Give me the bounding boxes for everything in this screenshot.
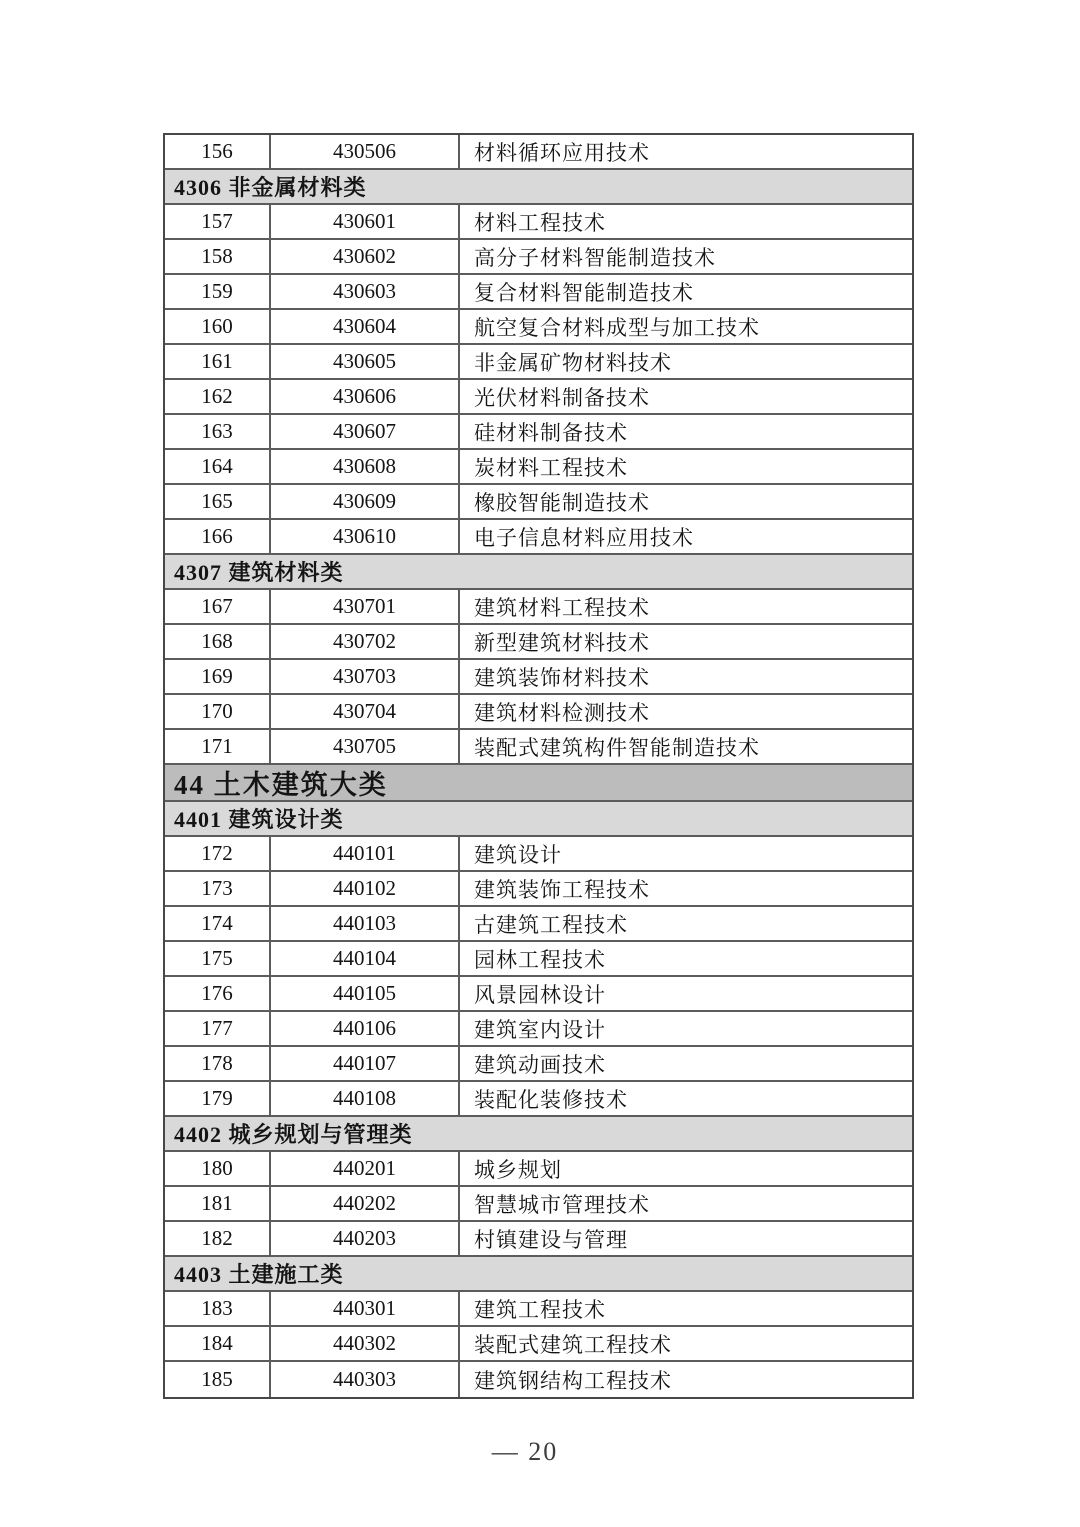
major-name-cell: 航空复合材料成型与加工技术 — [474, 315, 760, 340]
category-header-row — [165, 555, 912, 590]
major-name-cell: 材料工程技术 — [474, 210, 606, 235]
table-row — [165, 1047, 912, 1082]
major-name-cell: 智慧城市管理技术 — [474, 1192, 650, 1217]
major-name-cell: 村镇建设与管理 — [474, 1227, 628, 1252]
table-row — [165, 240, 912, 275]
major-code-cell: 430506 — [271, 135, 460, 168]
table-row — [165, 660, 912, 695]
category-header-row — [165, 802, 912, 837]
major-code-cell: 430705 — [271, 730, 460, 763]
row-index-cell: 160 — [165, 310, 271, 343]
row-index-cell: 182 — [165, 1222, 271, 1255]
category-header-label: 4402 城乡规划与管理类 — [174, 1122, 413, 1147]
row-index-cell: 169 — [165, 660, 271, 693]
page-number: — 20 — [491, 1437, 559, 1466]
category-header-label: 4307 建筑材料类 — [174, 560, 344, 585]
major-code-cell: 430609 — [271, 485, 460, 518]
major-name-cell: 建筑室内设计 — [474, 1017, 606, 1042]
table-row — [165, 1152, 912, 1187]
major-code-cell: 440302 — [271, 1327, 460, 1360]
row-index-cell: 161 — [165, 345, 271, 378]
major-name-cell: 古建筑工程技术 — [474, 912, 628, 937]
major-code-cell: 440103 — [271, 907, 460, 940]
row-index-cell: 165 — [165, 485, 271, 518]
major-name-cell: 装配式建筑工程技术 — [474, 1332, 672, 1357]
major-code-cell: 430701 — [271, 590, 460, 623]
category-header-row — [165, 170, 912, 205]
major-name-cell: 装配式建筑构件智能制造技术 — [474, 735, 760, 760]
row-index-cell: 180 — [165, 1152, 271, 1185]
major-code-cell: 440301 — [271, 1292, 460, 1325]
row-index-cell: 178 — [165, 1047, 271, 1080]
major-category-header-row — [165, 765, 912, 802]
row-index-cell: 172 — [165, 837, 271, 870]
major-code-cell: 430702 — [271, 625, 460, 658]
table-row — [165, 135, 912, 170]
table-row — [165, 872, 912, 907]
row-index-cell: 176 — [165, 977, 271, 1010]
major-name-cell: 炭材料工程技术 — [474, 455, 628, 480]
major-code-cell: 440108 — [271, 1082, 460, 1115]
major-name-cell: 材料循环应用技术 — [474, 140, 650, 165]
major-code-cell: 430608 — [271, 450, 460, 483]
row-index-cell: 183 — [165, 1292, 271, 1325]
major-code-cell: 440107 — [271, 1047, 460, 1080]
major-code-cell: 430607 — [271, 415, 460, 448]
table-row — [165, 590, 912, 625]
table-row — [165, 625, 912, 660]
row-index-cell: 179 — [165, 1082, 271, 1115]
row-index-cell: 173 — [165, 872, 271, 905]
table-row — [165, 695, 912, 730]
major-name-cell: 高分子材料智能制造技术 — [474, 245, 716, 270]
table-row — [165, 415, 912, 450]
table-row — [165, 907, 912, 942]
specialty-catalog-table — [163, 133, 914, 1399]
row-index-cell: 158 — [165, 240, 271, 273]
major-name-cell: 电子信息材料应用技术 — [474, 525, 694, 550]
major-code-cell: 430604 — [271, 310, 460, 343]
row-index-cell: 168 — [165, 625, 271, 658]
major-name-cell: 建筑装饰材料技术 — [474, 665, 650, 690]
row-index-cell: 157 — [165, 205, 271, 238]
row-index-cell: 159 — [165, 275, 271, 308]
table-row — [165, 1362, 912, 1397]
row-index-cell: 162 — [165, 380, 271, 413]
major-code-cell: 440202 — [271, 1187, 460, 1220]
major-name-cell: 建筑材料工程技术 — [474, 595, 650, 620]
row-index-cell: 163 — [165, 415, 271, 448]
table-row — [165, 1012, 912, 1047]
major-name-cell: 建筑设计 — [474, 842, 562, 867]
category-header-label: 44 土木建筑大类 — [174, 770, 388, 800]
table-row — [165, 1327, 912, 1362]
row-index-cell: 167 — [165, 590, 271, 623]
major-code-cell: 440105 — [271, 977, 460, 1010]
table-row — [165, 205, 912, 240]
major-code-cell: 440101 — [271, 837, 460, 870]
table-row — [165, 1222, 912, 1257]
table-row — [165, 1082, 912, 1117]
major-name-cell: 城乡规划 — [474, 1157, 562, 1182]
major-name-cell: 复合材料智能制造技术 — [474, 280, 694, 305]
major-code-cell: 440106 — [271, 1012, 460, 1045]
major-name-cell: 装配化装修技术 — [474, 1087, 628, 1112]
row-index-cell: 177 — [165, 1012, 271, 1045]
major-code-cell: 430703 — [271, 660, 460, 693]
row-index-cell: 184 — [165, 1327, 271, 1360]
category-header-label: 4401 建筑设计类 — [174, 807, 344, 832]
major-code-cell: 430606 — [271, 380, 460, 413]
table-row — [165, 837, 912, 872]
major-code-cell: 430704 — [271, 695, 460, 728]
table-row — [165, 1187, 912, 1222]
major-code-cell: 430602 — [271, 240, 460, 273]
row-index-cell: 156 — [165, 135, 271, 168]
table-row — [165, 730, 912, 765]
row-index-cell: 181 — [165, 1187, 271, 1220]
row-index-cell: 185 — [165, 1362, 271, 1397]
category-header-row — [165, 1257, 912, 1292]
table-row — [165, 977, 912, 1012]
major-name-cell: 风景园林设计 — [474, 982, 606, 1007]
major-name-cell: 建筑动画技术 — [474, 1052, 606, 1077]
table-row — [165, 942, 912, 977]
major-name-cell: 建筑材料检测技术 — [474, 700, 650, 725]
table-row — [165, 450, 912, 485]
table-row — [165, 380, 912, 415]
row-index-cell: 170 — [165, 695, 271, 728]
category-header-row — [165, 1117, 912, 1152]
major-name-cell: 硅材料制备技术 — [474, 420, 628, 445]
row-index-cell: 175 — [165, 942, 271, 975]
major-name-cell: 非金属矿物材料技术 — [474, 350, 672, 375]
major-name-cell: 建筑装饰工程技术 — [474, 877, 650, 902]
major-name-cell: 橡胶智能制造技术 — [474, 490, 650, 515]
major-name-cell: 园林工程技术 — [474, 947, 606, 972]
category-header-label: 4306 非金属材料类 — [174, 175, 367, 200]
table-row — [165, 345, 912, 380]
table-row — [165, 520, 912, 555]
major-code-cell: 440203 — [271, 1222, 460, 1255]
table-row — [165, 310, 912, 345]
row-index-cell: 166 — [165, 520, 271, 553]
table-row — [165, 485, 912, 520]
major-name-cell: 建筑钢结构工程技术 — [474, 1368, 672, 1393]
major-code-cell: 430605 — [271, 345, 460, 378]
major-name-cell: 建筑工程技术 — [474, 1297, 606, 1322]
major-name-cell: 光伏材料制备技术 — [474, 385, 650, 410]
table-row — [165, 275, 912, 310]
category-header-label: 4403 土建施工类 — [174, 1262, 344, 1287]
major-code-cell: 440102 — [271, 872, 460, 905]
major-code-cell: 440201 — [271, 1152, 460, 1185]
row-index-cell: 171 — [165, 730, 271, 763]
major-name-cell: 新型建筑材料技术 — [474, 630, 650, 655]
row-index-cell: 164 — [165, 450, 271, 483]
major-code-cell: 430610 — [271, 520, 460, 553]
major-code-cell: 430603 — [271, 275, 460, 308]
major-code-cell: 430601 — [271, 205, 460, 238]
major-code-cell: 440303 — [271, 1362, 460, 1397]
row-index-cell: 174 — [165, 907, 271, 940]
major-code-cell: 440104 — [271, 942, 460, 975]
table-row — [165, 1292, 912, 1327]
